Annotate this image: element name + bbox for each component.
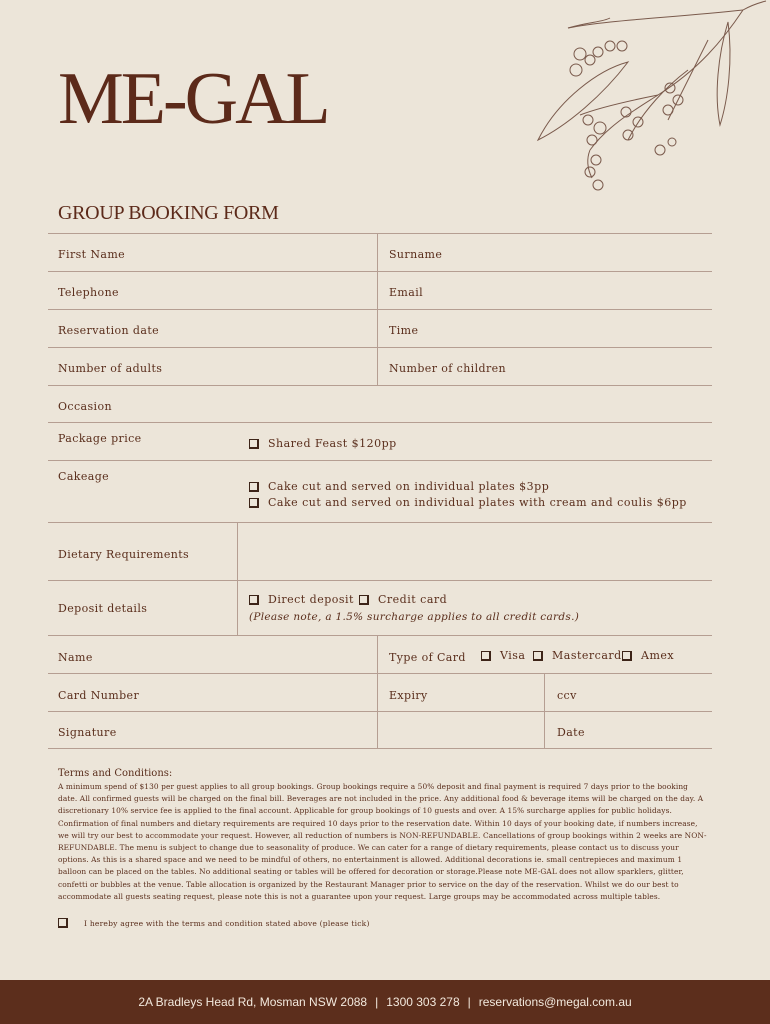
divider bbox=[48, 711, 712, 712]
direct-deposit-option[interactable] bbox=[249, 593, 354, 606]
divider bbox=[48, 580, 712, 581]
divider bbox=[48, 522, 712, 523]
option-label: Direct deposit bbox=[268, 593, 354, 606]
agree-terms-label: I hereby agree with the terms and condition stated above (please tick) bbox=[84, 918, 370, 928]
divider bbox=[48, 233, 712, 234]
footer-phone[interactable]: 1300 303 278 bbox=[386, 995, 460, 1009]
mastercard-option[interactable] bbox=[533, 649, 622, 662]
footer-separator: | bbox=[375, 995, 379, 1009]
footer-email[interactable]: reservations@megal.com.au bbox=[478, 995, 632, 1009]
amex-option[interactable] bbox=[622, 649, 674, 662]
checkbox-icon[interactable] bbox=[249, 595, 259, 605]
email-field[interactable]: Email bbox=[389, 286, 424, 299]
footer-bar bbox=[0, 980, 770, 1024]
column-divider bbox=[377, 635, 378, 748]
divider bbox=[48, 271, 712, 272]
adults-field[interactable]: Number of adults bbox=[58, 362, 163, 375]
reservation-date-field[interactable]: Reservation date bbox=[58, 324, 160, 337]
option-label: Shared Feast $120pp bbox=[268, 437, 397, 450]
expiry-field[interactable]: Expiry bbox=[389, 689, 428, 702]
card-type-label: Type of Card bbox=[389, 651, 466, 664]
gum-leaf-illustration bbox=[528, 0, 770, 200]
signature-field[interactable]: Signature bbox=[58, 726, 117, 739]
column-divider bbox=[544, 673, 545, 748]
option-label: Cake cut and served on individual plates $3pp bbox=[268, 480, 550, 493]
date-field[interactable]: Date bbox=[557, 726, 585, 739]
column-divider bbox=[377, 233, 378, 385]
ccv-field[interactable]: ccv bbox=[557, 689, 577, 702]
brand-logo: ME-GAL bbox=[58, 58, 328, 140]
surcharge-note: (Please note, a 1.5% surcharge applies to all credit cards.) bbox=[249, 611, 580, 623]
option-label: Cake cut and served on individual plates with cream and coulis $6pp bbox=[268, 496, 687, 509]
checkbox-icon[interactable] bbox=[622, 651, 632, 661]
cake-plates-cream-option[interactable] bbox=[249, 496, 687, 509]
divider bbox=[48, 422, 712, 423]
terms-body: A minimum spend of $130 per guest applies to all group bookings. Group bookings require a 50% deposit and final payment is required 7 days prior to the booking date. All confirmed guests will be charged on the final bill. Beverages are not included in the price. Any additional food & beverage items will be charged on the day. A discretionary 10% service fee is applied to the final account. Applicable for group bookings of 10 guests and over. A 15% surcharge applies for public holidays. Confirmation of final numbers and dietary requirements are required 10 days prior to the reservation date. Within 10 days of your booking date, if numbers increase, we will try our best to accommodate your request. However, all reduction of numbers is NON-REFUNDABLE. Cancellations of group bookings within 2 weeks are NON-REFUNDABLE. The menu is subject to change due to seasonality of produce. We can cater for a range of dietary requirements, please contact us to discuss your options. As this is a shared space and we need to be mindful of others, no entertainment is allowed. Additional decorations ie. small centrepieces and maximum 1 balloon can be placed on the tables. No additional seating or tables will be offered for decoration or storage.Please note ME-GAL does not allow sparklers, glitter, confetti or bubbles at the venue. Table allocation is organized by the Restaurant Manager prior to service on the day of the reservation. Whilst we do our best to accommodate all guests seating request, please note this is not a guarantee upon your request. Large groups may be accommodated across multiple tables. bbox=[58, 782, 707, 901]
divider bbox=[48, 347, 712, 348]
divider bbox=[48, 673, 712, 674]
checkbox-icon[interactable] bbox=[481, 651, 491, 661]
cake-plates-option[interactable] bbox=[249, 480, 549, 493]
cakeage-label: Cakeage bbox=[58, 470, 110, 483]
cardholder-name-field[interactable]: Name bbox=[58, 651, 93, 664]
footer-address: 2A Bradleys Head Rd, Mosman NSW 2088 bbox=[138, 995, 368, 1009]
terms-heading: Terms and Conditions: bbox=[58, 768, 173, 779]
footer-separator: | bbox=[467, 995, 471, 1009]
checkbox-icon[interactable] bbox=[249, 498, 259, 508]
credit-card-option[interactable] bbox=[359, 593, 447, 606]
checkbox-icon[interactable] bbox=[249, 439, 259, 449]
package-shared-feast-option[interactable] bbox=[249, 437, 397, 450]
divider bbox=[48, 635, 712, 636]
form-title: GROUP BOOKING FORM bbox=[58, 202, 279, 224]
checkbox-icon[interactable] bbox=[249, 482, 259, 492]
option-label: Visa bbox=[500, 649, 526, 662]
package-price-label: Package price bbox=[58, 432, 142, 445]
occasion-field[interactable]: Occasion bbox=[58, 400, 112, 413]
divider bbox=[48, 385, 712, 386]
option-label: Credit card bbox=[378, 593, 448, 606]
telephone-field[interactable]: Telephone bbox=[58, 286, 119, 299]
agree-terms-option[interactable] bbox=[58, 918, 370, 928]
dietary-requirements-field[interactable]: Dietary Requirements bbox=[58, 548, 190, 561]
deposit-details-label: Deposit details bbox=[58, 602, 148, 615]
divider bbox=[48, 748, 712, 749]
checkbox-icon[interactable] bbox=[359, 595, 369, 605]
children-field[interactable]: Number of children bbox=[389, 362, 507, 375]
card-number-field[interactable]: Card Number bbox=[58, 689, 140, 702]
time-field[interactable]: Time bbox=[389, 324, 419, 337]
option-label: Mastercard bbox=[552, 649, 622, 662]
surname-field[interactable]: Surname bbox=[389, 248, 443, 261]
divider bbox=[48, 460, 712, 461]
column-divider bbox=[237, 522, 238, 635]
option-label: Amex bbox=[641, 649, 675, 662]
divider bbox=[48, 309, 712, 310]
visa-option[interactable] bbox=[481, 649, 525, 662]
checkbox-icon[interactable] bbox=[533, 651, 543, 661]
checkbox-icon[interactable] bbox=[58, 918, 68, 928]
first-name-field[interactable]: First Name bbox=[58, 248, 126, 261]
